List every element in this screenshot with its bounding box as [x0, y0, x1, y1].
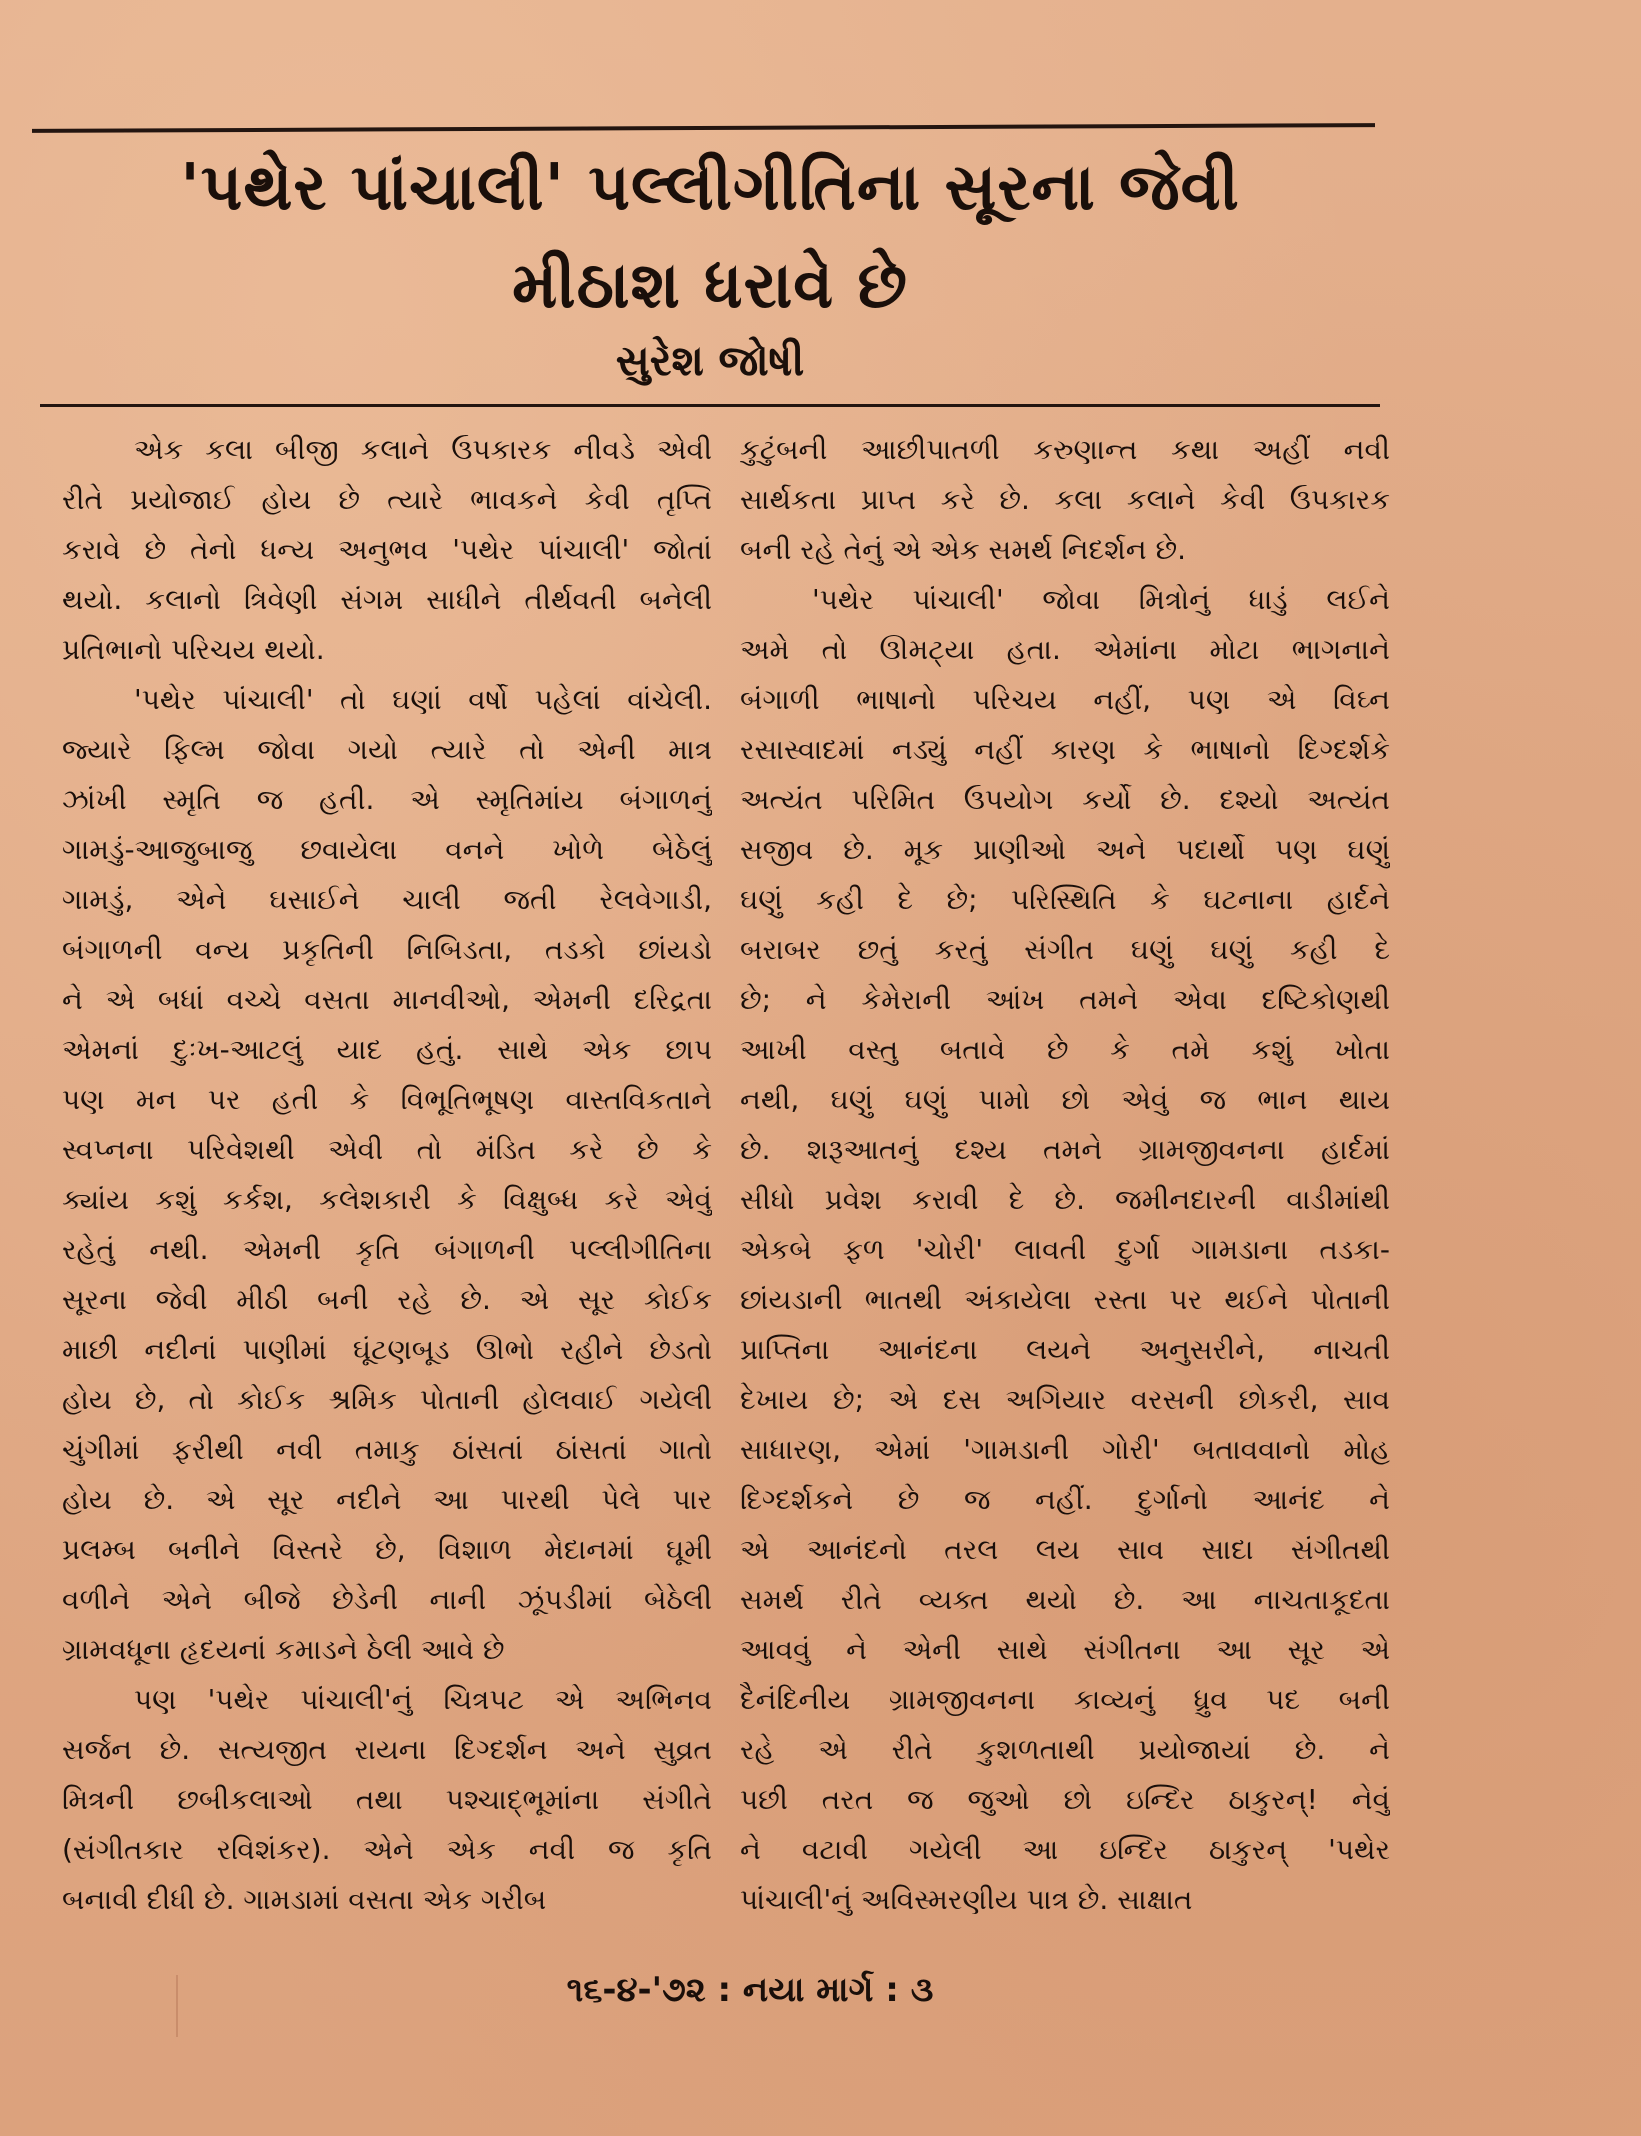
text-line: પાંચાલી'નું અવિસ્મરણીય પાત્ર છે. સાક્ષાત — [740, 1883, 1193, 1916]
top-rule — [32, 123, 1375, 133]
text-line: ગ્રામવધૂના હૃદયનાં કમાડને ઠેલી આવે છે — [62, 1633, 505, 1666]
right-text-column — [740, 425, 1390, 1925]
text-line: જ્યારે ફિલ્મ જોવા ગયો ત્યારે તો એની માત્ર — [62, 733, 712, 766]
text-line: હોય છે, તો કોઈક શ્રમિક પોતાની હોલવાઈ ગયેલી — [62, 1383, 712, 1416]
text-line: સ્વપ્નના પરિવેશથી એવી તો મંડિત કરે છે કે — [62, 1133, 712, 1166]
text-line: પણ મન પર હતી કે વિભૂતિભૂષણ વાસ્તવિકતાને — [62, 1083, 712, 1116]
text-line: છે; ને કેમેરાની આંખ તમને એવા દષ્ટિકોણથી — [740, 983, 1390, 1016]
text-line: ઘણું કહી દે છે; પરિસ્થિતિ કે ઘટનાના હાર્દને — [740, 883, 1390, 916]
paragraph — [740, 575, 1390, 1925]
text-line: સીધો પ્રવેશ કરાવી દે છે. જમીનદારની વાડીમાંથી — [740, 1183, 1390, 1216]
text-line: દેખાય છે; એ દસ અગિયાર વરસની છોકરી, સાવ — [740, 1383, 1390, 1416]
text-line: માછી નદીનાં પાણીમાં ઘૂંટણબૂડ ઊભો રહીને છેડતો — [62, 1333, 712, 1366]
text-line: એકબે ફળ 'ચોરી' લાવતી દુર્ગા ગામડાના તડકા- — [740, 1233, 1390, 1266]
text-line: પ્રાપ્તિના આનંદના લયને અનુસરીને, નાચતી — [740, 1333, 1390, 1366]
text-line: એમનાં દુઃખ-આટલું યાદ હતું. સાથે એક છાપ — [62, 1033, 712, 1066]
text-line: બંગાળની વન્ય પ્રકૃતિની નિબિડતા, તડકો છાંયડો — [62, 933, 712, 966]
text-line: રહે એ રીતે કુશળતાથી પ્રયોજાયાં છે. ને — [740, 1733, 1390, 1766]
header-bottom-rule — [40, 404, 1380, 407]
text-line: 'પથેર પાંચાલી' તો ઘણાં વર્ષો પહેલાં વાંચેલી. — [134, 683, 712, 716]
paragraph — [62, 425, 712, 675]
text-line: દિગ્દર્શકને છે જ નહીં. દુર્ગાનો આનંદ ને — [740, 1483, 1390, 1516]
text-line: દૈનંદિનીય ગ્રામજીવનના કાવ્યનું ધ્રુવ પદ બની — [740, 1683, 1390, 1716]
text-line: ને એ બધાં વચ્ચે વસતા માનવીઓ, એમની દરિદ્રતા — [62, 983, 712, 1016]
text-line: પ્રલમ્બ બનીને વિસ્તરે છે, વિશાળ મેદાનમાં ઘૂમી — [62, 1533, 712, 1566]
text-line: કુટુંબની આછીપાતળી કરુણાન્ત કથા અહીં નવી — [740, 433, 1390, 466]
text-line: સાધારણ, એમાં 'ગામડાની ગોરી' બતાવવાનો મોહ — [740, 1433, 1390, 1466]
page-footer: ૧૬-૪-'૭૨ : નયા માર્ગ : ૩ — [566, 1970, 934, 2010]
paragraph — [62, 1675, 712, 1925]
text-line: (સંગીતકાર રવિશંકર). એને એક નવી જ કૃતિ — [62, 1833, 712, 1866]
text-line: પ્રતિભાનો પરિચય થયો. — [62, 633, 325, 666]
text-line: પછી તરત જ જુઓ છો ઇન્દિર ઠાકુરન્! નેવું — [740, 1783, 1390, 1816]
article-author: સુરેશ જોષી — [615, 336, 805, 385]
text-line: એ આનંદનો તરલ લય સાવ સાદા સંગીતથી — [740, 1533, 1390, 1566]
left-text-column — [62, 425, 712, 1925]
text-line: સમર્થ રીતે વ્યક્ત થયો છે. આ નાચતાકૂદતા — [740, 1583, 1390, 1616]
text-line: છે. શરૂઆતનું દશ્ય તમને ગ્રામજીવનના હાર્દમાં — [740, 1133, 1390, 1166]
article-title-line-1: 'પથેર પાંચાલી' પલ્લીગીતિના સૂરના જેવી — [180, 151, 1240, 225]
text-line: પણ 'પથેર પાંચાલી'નું ચિત્રપટ એ અભિનવ — [134, 1683, 712, 1716]
text-line: ને વટાવી ગયેલી આ ઇન્દિર ઠાકુરન્ 'પથેર — [740, 1833, 1390, 1866]
margin-mark — [176, 1975, 178, 2037]
text-line: બની રહે તેનું એ એક સમર્થ નિદર્શન છે. — [740, 533, 1187, 566]
text-line: એક કલા બીજી કલાને ઉપકારક નીવડે એવી — [134, 433, 712, 466]
text-line: નથી, ઘણું ઘણું પામો છો એવું જ ભાન થાય — [740, 1083, 1390, 1116]
text-line: વળીને એને બીજે છેડેની નાની ઝૂંપડીમાં બેઠેલી — [62, 1583, 712, 1616]
text-line: આખી વસ્તુ બતાવે છે કે તમે કશું ખોતા — [740, 1033, 1390, 1066]
text-line: સજીવ છે. મૂક પ્રાણીઓ અને પદાર્થો પણ ઘણું — [740, 833, 1390, 866]
text-line: ક્યાંય કશું કર્કશ, કલેશકારી કે વિક્ષુબ્ધ કરે એવું — [62, 1183, 712, 1216]
text-line: ઝાંખી સ્મૃતિ જ હતી. એ સ્મૃતિમાંય બંગાળનું — [62, 783, 712, 816]
text-line: બંગાળી ભાષાનો પરિચય નહીં, પણ એ વિઘ્ન — [740, 683, 1390, 716]
paragraph — [62, 675, 712, 1675]
text-line: ગામડું, એને ઘસાઈને ચાલી જતી રેલવેગાડી, — [62, 883, 712, 916]
text-line: 'પથેર પાંચાલી' જોવા મિત્રોનું ધાડું લઈને — [812, 583, 1390, 616]
text-line: સાર્થકતા પ્રાપ્ત કરે છે. કલા કલાને કેવી ઉપકારક — [740, 483, 1390, 516]
text-line: છાંયડાની ભાતથી અંકાયેલા રસ્તા પર થઈને પોતાની — [740, 1283, 1390, 1316]
article-title-line-2: મીઠાશ ધરાવે છે — [512, 249, 908, 323]
text-line: સર્જન છે. સત્યજીત રાયના દિગ્દર્શન અને સુવ્રત — [62, 1733, 712, 1766]
paragraph — [740, 425, 1390, 575]
text-line: બનાવી દીધી છે. ગામડામાં વસતા એક ગરીબ — [62, 1883, 547, 1916]
text-line: રહેતું નથી. એમની કૃતિ બંગાળની પલ્લીગીતિના — [62, 1233, 712, 1266]
text-line: રીતે પ્રયોજાઈ હોય છે ત્યારે ભાવકને કેવી તૃપ્તિ — [62, 483, 712, 516]
text-line: હોય છે. એ સૂર નદીને આ પારથી પેલે પાર — [62, 1483, 712, 1516]
text-line: મિત્રની છબીકલાઓ તથા પશ્ચાદ્ભૂમાંના સંગીતે — [62, 1783, 712, 1816]
text-line: ચુંગીમાં ફરીથી નવી તમાકુ ઠાંસતાં ઠાંસતાં ગાતો — [62, 1433, 712, 1466]
text-line: આવવું ને એની સાથે સંગીતના આ સૂર એ — [740, 1633, 1390, 1666]
text-line: કરાવે છે તેનો ધન્ય અનુભવ 'પથેર પાંચાલી' જોતાં — [62, 533, 712, 566]
text-line: થયો. કલાનો ત્રિવેણી સંગમ સાધીને તીર્થવતી બનેલી — [62, 583, 712, 616]
text-line: અમે તો ઊમટ્યા હતા. એમાંના મોટા ભાગનાને — [740, 633, 1390, 666]
text-line: રસાસ્વાદમાં નડ્યું નહીં કારણ કે ભાષાનો દિગ્દર્શકે — [740, 733, 1390, 766]
text-line: અત્યંત પરિમિત ઉપયોગ કર્યો છે. દશ્યો અત્યંત — [740, 783, 1390, 816]
text-line: બરાબર છતું કરતું સંગીત ઘણું ઘણું કહી દે — [740, 933, 1390, 966]
text-line: સૂરના જેવી મીઠી બની રહે છે. એ સૂર કોઈક — [62, 1283, 712, 1316]
text-line: ગામડું-આજુબાજુ છવાયેલા વનને ખોળે બેઠેલું — [62, 833, 712, 866]
